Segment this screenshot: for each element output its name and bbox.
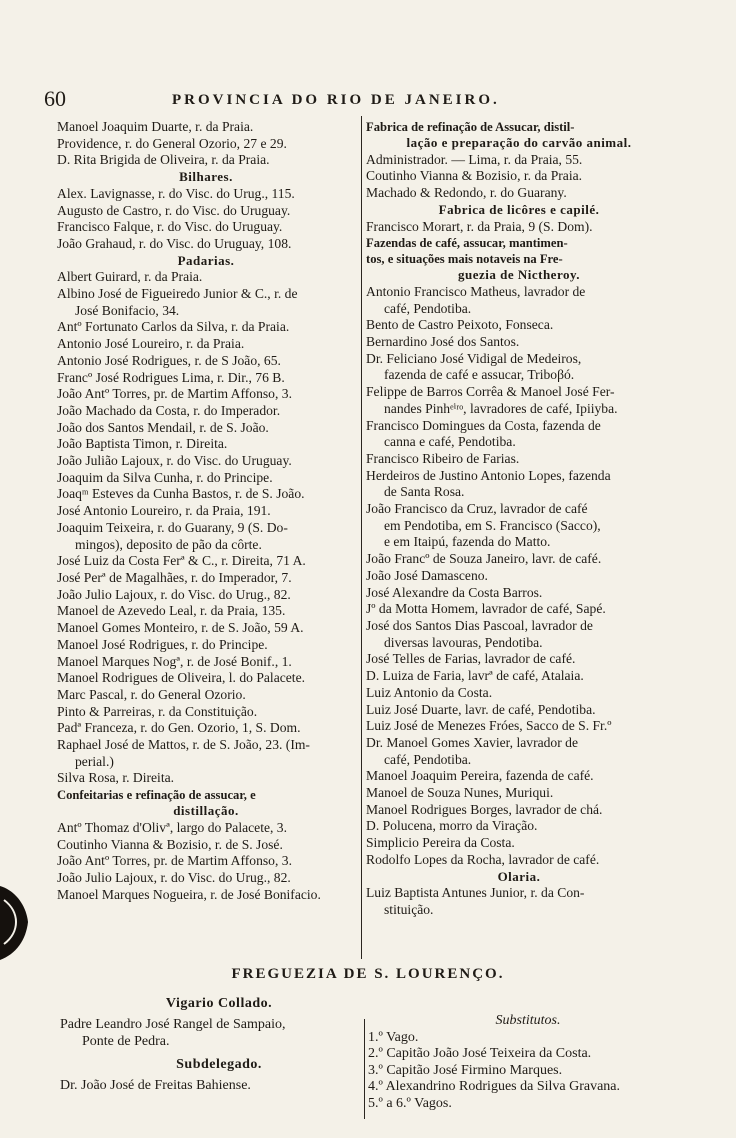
section-heading: Confeitarias e refinação de assucar, e (57, 788, 256, 803)
entry-line: Manoel José Rodrigues, r. do Principe. (57, 636, 268, 652)
entry-line: Antº Thomaz d'Olivª, largo do Palacete, 3. (57, 819, 288, 835)
entry-line: Padª Franceza, r. do Gen. Ozorio, 1, S. Dom. (57, 720, 301, 736)
entry-line: José Antonio Loureiro, r. da Praia, 191. (57, 503, 271, 519)
section-heading: Fazendas de café, assucar, mantimen- (366, 236, 568, 251)
entry-line: Manoel Joaquim Pereira, fazenda de café. (366, 768, 594, 784)
entry-continuation: café, Pendotiba. (384, 751, 472, 767)
running-title: PROVINCIA DO RIO DE JANEIRO. (172, 92, 500, 108)
section-heading: tos, e situações mais notaveis na Fre- (366, 252, 563, 267)
entry-line: José Alexandre da Costa Barros. (366, 584, 543, 600)
entry-continuation: diversas lavouras, Pendotiba. (384, 634, 543, 650)
section-heading: Fabrica de refinação de Assucar, distil- (366, 120, 575, 134)
entry-line: Joaquim da Silva Cunha, r. do Principe. (57, 469, 273, 485)
entry-line: Luiz José de Menezes Fróes, Sacco de S. Fr.º (366, 718, 612, 734)
entry-line: Silva Rosa, r. Direita. (57, 770, 175, 786)
entry-line: Luiz Baptista Antunes Junior, r. da Con- (366, 885, 585, 901)
entry-line: João dos Santos Mendail, r. de S. João. (57, 419, 269, 435)
vigario-line: Padre Leandro José Rangel de Sampaio, (60, 1017, 286, 1032)
entry-line: Manoel de Azevedo Leal, r. da Praia, 135. (57, 603, 286, 619)
substituto-line: 3.º Capitão José Firmino Marques. (368, 1062, 563, 1078)
entry-line: Manoel Joaquim Duarte, r. da Praia. (57, 119, 254, 134)
entry-line: Jº da Motta Homem, lavrador de café, Sapé. (366, 601, 606, 617)
entry-line: João Grahaud, r. do Visc. do Uruguay, 108. (57, 235, 292, 251)
entry-line: D. Polucena, morro da Viração. (366, 818, 538, 834)
entry-line: João José Damasceno. (366, 567, 488, 583)
entry-continuation: de Santa Rosa. (384, 484, 465, 500)
vigario-line: Ponte de Pedra. (82, 1034, 170, 1049)
clergy-block (60, 995, 378, 1094)
entry-line: Coutinho Vianna & Bozisio, r. da Praia. (366, 168, 583, 184)
entry-line: D. Rita Brigida de Oliveira, r. da Praia. (57, 152, 270, 168)
entry-line: João Francº de Souza Janeiro, lavr. de café. (366, 551, 602, 567)
entry-line: João Baptista Timon, r. Direita. (57, 436, 228, 452)
entry-line: Bernardino José dos Santos. (366, 334, 520, 350)
entry-line: Providence, r. do General Ozorio, 27 e 29. (57, 135, 287, 151)
vigario-heading: Vigario Collado. (165, 996, 273, 1011)
entry-continuation: nandes Pinhᵉⁱʳᵒ, lavradores de café, Ipiiyba. (384, 400, 618, 416)
entry-line: Francº José Rodrigues Lima, r. Dir., 76 B. (57, 369, 285, 385)
column-divider (361, 116, 362, 959)
entry-line: Dr. Feliciano José Vidigal de Medeiros, (366, 350, 582, 366)
entry-continuation: perial.) (75, 753, 114, 769)
entry-line: Herdeiros de Justino Antonio Lopes, fazenda (366, 467, 611, 483)
entry-line: Antonio José Rodrigues, r. de S João, 65. (57, 352, 281, 368)
entry-continuation: em Pendotiba, em S. Francisco (Sacco), (384, 517, 601, 533)
entry-line: Felippe de Barros Corrêa & Manoel José Fer- (366, 384, 615, 400)
entry-line: Albert Guirard, r. da Praia. (57, 269, 203, 285)
entry-line: Manoel Marques Nogueira, r. de José Bonifacio. (57, 886, 321, 902)
entry-line: Machado & Redondo, r. do Guarany. (366, 185, 567, 201)
entry-line: João Antº Torres, pr. de Martim Affonso, 3. (57, 386, 292, 402)
section-heading: distillação. (173, 803, 239, 819)
entry-line: Luiz Antonio da Costa. (366, 684, 493, 700)
entry-line: João Francisco da Cruz, lavrador de café (366, 501, 588, 517)
entry-line: Francisco Domingues da Costa, fazenda de (366, 417, 601, 433)
entry-line: Manoel de Souza Nunes, Muriqui. (366, 785, 554, 801)
entry-line: Bento de Castro Peixoto, Fonseca. (366, 317, 554, 333)
entry-line: Rodolfo Lopes da Rocha, lavrador de café. (366, 851, 600, 867)
entry-line: Manoel Rodrigues de Oliveira, l. do Palacete. (57, 670, 306, 686)
entry-line: Administrador. — Lima, r. da Praia, 55. (366, 151, 583, 167)
entry-continuation: stituição. (384, 901, 434, 917)
section-heading: lação e preparação do carvão animal. (406, 135, 632, 150)
entry-line: Joaqᵐ Esteves da Cunha Bastos, r. de S. João. (57, 486, 305, 502)
section-heading: Bilhares. (179, 169, 233, 185)
bottom-divider (364, 1019, 365, 1119)
entry-line: Coutinho Vianna & Bozisio, r. de S. José. (57, 836, 283, 852)
freguezia-title: FREGUEZIA DE S. LOURENÇO. (231, 966, 505, 982)
entry-line: José dos Santos Dias Pascoal, lavrador de (366, 617, 593, 633)
entry-line: Manoel Gomes Monteiro, r. de S. João, 59 A. (57, 620, 304, 636)
entry-continuation: José Bonifacio, 34. (75, 302, 180, 318)
left-column (57, 119, 355, 903)
entry-line: Raphael José de Mattos, r. de S. João, 23. (Im- (57, 737, 310, 753)
entry-line: Manoel Rodrigues Borges, lavrador de chá. (366, 801, 603, 817)
entry-line: Augusto de Castro, r. do Visc. do Uruguay. (57, 202, 291, 218)
entry-line: Joaquim Teixeira, r. do Guarany, 9 (S. Do- (57, 519, 288, 535)
entry-line: José Perª de Magalhães, r. do Imperador, 7. (57, 569, 292, 585)
entry-line: Antonio José Loureiro, r. da Praia. (57, 336, 245, 352)
entry-line: Antº Fortunato Carlos da Silva, r. da Praia. (57, 319, 290, 335)
entry-line: João Julião Lajoux, r. do Visc. do Uruguay. (57, 453, 292, 469)
entry-line: João Antº Torres, pr. de Martim Affonso, 3. (57, 853, 292, 869)
ink-blot-mark (0, 880, 34, 964)
entry-line: D. Luiza de Faria, lavrª de café, Atalaia. (366, 668, 584, 684)
entry-line: Pinto & Parreiras, r. da Constituição. (57, 703, 258, 719)
substitutos-heading: Substitutos. (495, 1013, 561, 1028)
entry-continuation: fazenda de café e assucar, Triboβó. (384, 367, 575, 383)
entry-line: Simplicio Pereira da Costa. (366, 835, 515, 851)
right-column (366, 119, 672, 919)
entry-continuation: e em Itaipú, fazenda do Matto. (384, 534, 551, 550)
substituto-line: 1.º Vago. (368, 1029, 419, 1045)
entry-line: João Julio Lajoux, r. do Visc. do Urug., 82. (57, 586, 291, 602)
subdelegado-heading: Subdelegado. (176, 1057, 262, 1072)
entry-line: José Luiz da Costa Ferª & C., r. Direita, 71 A. (57, 553, 306, 569)
entry-continuation: mingos), deposito de pão da côrte. (75, 536, 262, 552)
section-heading: guezia de Nictheroy. (457, 267, 581, 283)
entry-line: Francisco Ribeiro de Farias. (366, 450, 520, 466)
entry-line: Albino José de Figueiredo Junior & C., r. de (57, 286, 298, 302)
entry-line: Marc Pascal, r. do General Ozorio. (57, 686, 246, 702)
subdelegado-name: Dr. João José de Freitas Bahiense. (60, 1078, 251, 1093)
substituto-line: 2.º Capitão João José Teixeira da Costa. (368, 1046, 592, 1061)
entry-line: Francisco Morart, r. da Praia, 9 (S. Dom). (366, 218, 593, 234)
section-heading: Fabrica de licôres e capilé. (438, 201, 600, 217)
entry-line: Alex. Lavignasse, r. do Visc. do Urug., 115. (57, 185, 295, 201)
entry-continuation: canna e café, Pendotiba. (384, 434, 516, 450)
section-heading: Olaria. (497, 868, 541, 884)
section-heading: Padarias. (177, 252, 235, 268)
entry-line: Dr. Manoel Gomes Xavier, lavrador de (366, 734, 578, 750)
entry-line: João Julio Lajoux, r. do Visc. do Urug., 82. (57, 869, 291, 885)
page-number: 60 (44, 86, 66, 111)
substitutos-block (368, 1013, 688, 1112)
entry-line: João Machado da Costa, r. do Imperador. (57, 402, 281, 418)
entry-continuation: café, Pendotiba. (384, 300, 472, 316)
entry-line: Antonio Francisco Matheus, lavrador de (366, 283, 586, 299)
entry-line: Manoel Marques Nogª, r. de José Bonif., 1. (57, 653, 292, 669)
entry-line: Luiz José Duarte, lavr. de café, Pendotiba. (366, 701, 596, 717)
substituto-line: 5.º a 6.º Vagos. (368, 1095, 452, 1111)
substituto-line: 4.º Alexandrino Rodrigues da Silva Gravana. (368, 1079, 621, 1094)
entry-line: José Telles de Farias, lavrador de café. (366, 651, 576, 667)
entry-line: Francisco Falque, r. do Visc. do Uruguay. (57, 219, 283, 235)
